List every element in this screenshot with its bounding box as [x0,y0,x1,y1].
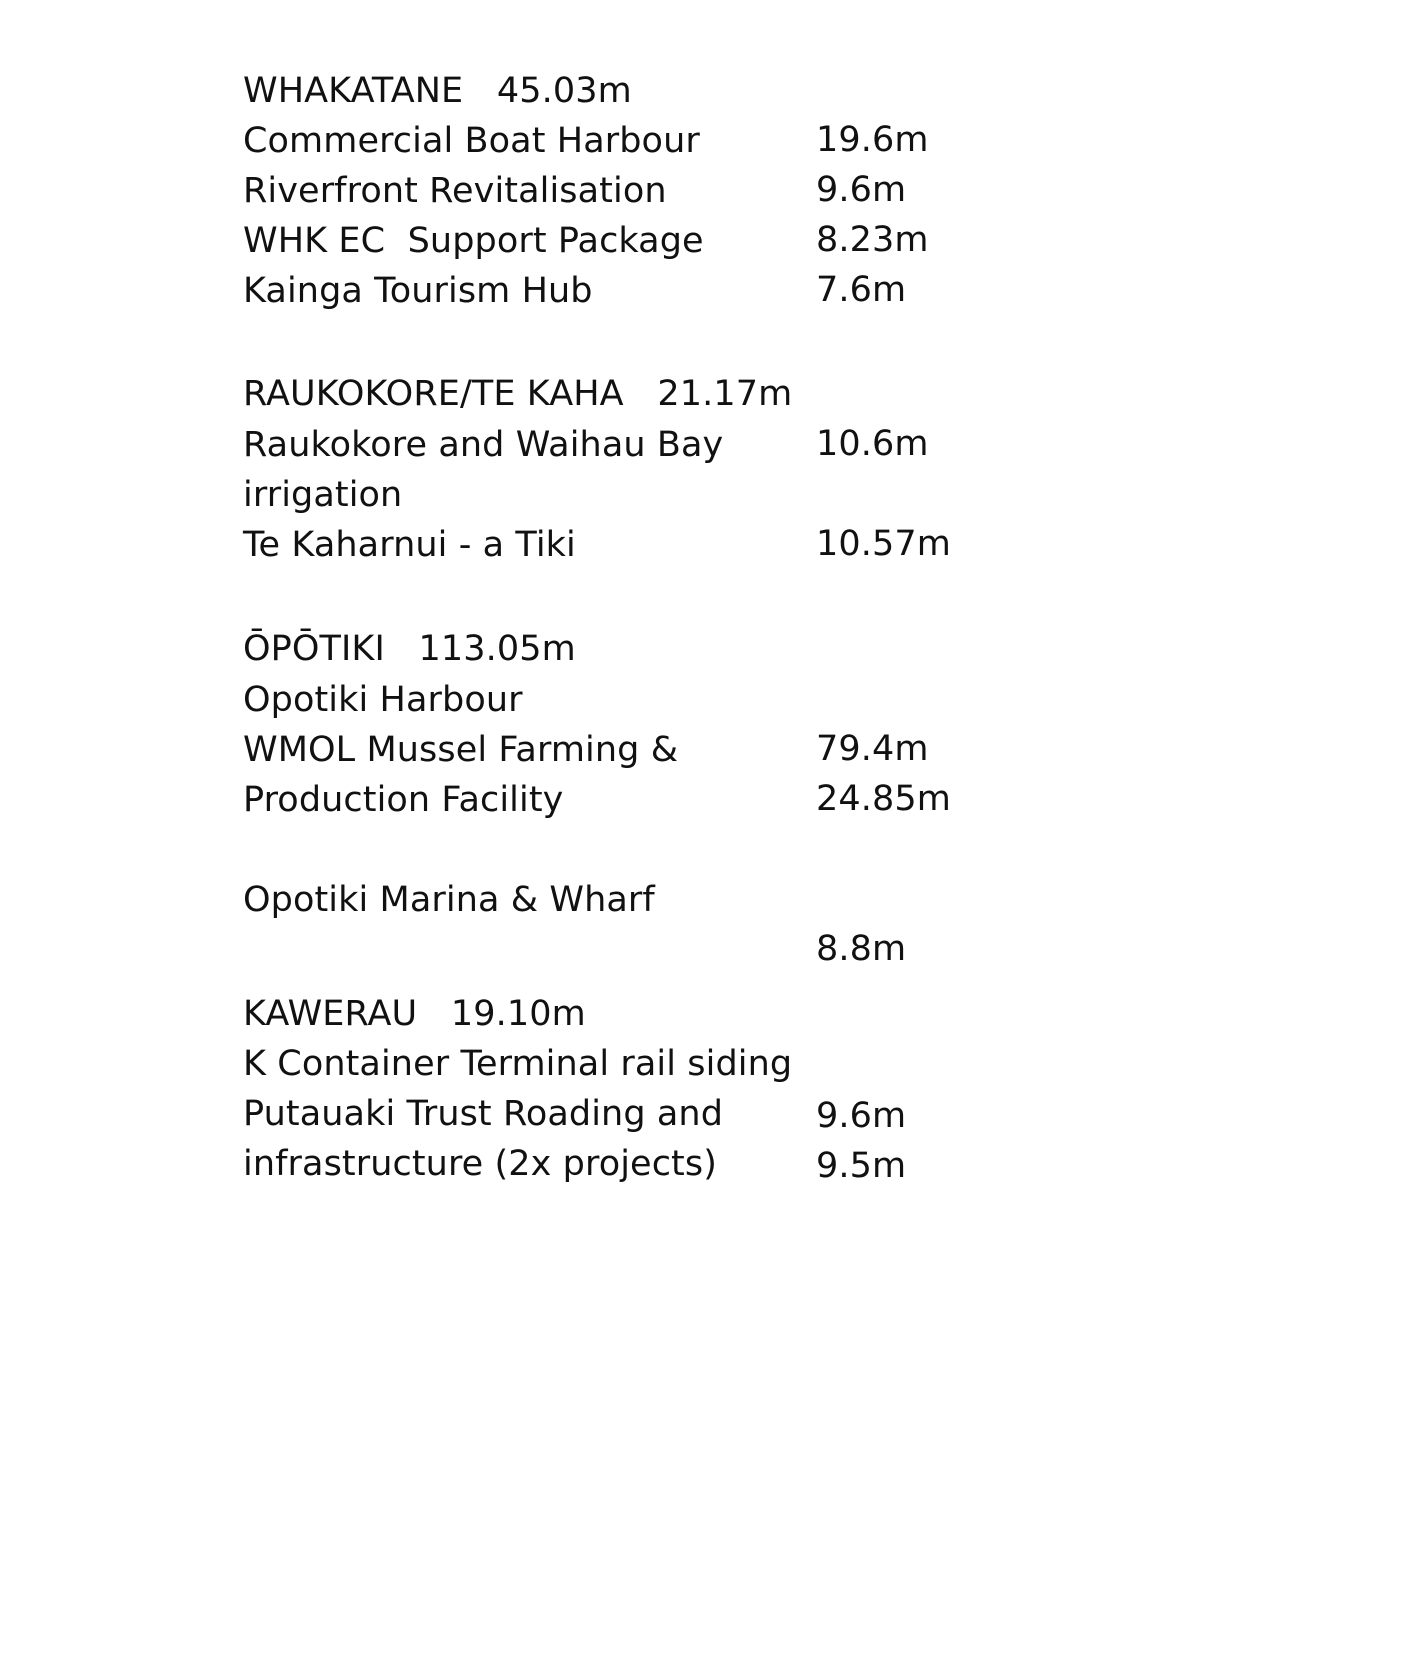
project-label-kainga-tourism-hub: Kainga Tourism Hub [243,271,593,311]
project-value-kawerau-1: 9.6m [816,1096,907,1136]
project-label-wmol-line1: WMOL Mussel Farming & [243,730,679,770]
project-label-k-container-terminal: K Container Terminal rail siding [243,1044,793,1084]
project-label-putauaki-line2: infrastructure (2x projects) [243,1144,717,1184]
project-value-te-kaharnui-a-tiki: 10.57m [816,524,951,564]
project-value-opotiki-2: 24.85m [816,779,951,819]
project-value-commercial-boat-harbour: 19.6m [816,120,929,160]
section-heading-kawerau: KAWERAU 19.10m [243,994,586,1034]
project-label-putauaki-line1: Putauaki Trust Roading and [243,1094,724,1134]
project-label-opotiki-harbour: Opotiki Harbour [243,680,523,720]
project-value-raukokore-waihau: 10.6m [816,424,929,464]
project-label-wmol-line2: Production Facility [243,780,564,820]
project-label-commercial-boat-harbour: Commercial Boat Harbour [243,121,700,161]
project-label-raukokore-waihau-line2: irrigation [243,475,403,515]
project-value-opotiki-marina-wharf: 8.8m [816,929,907,969]
section-heading-opotiki: ŌPŌTIKI 113.05m [243,629,576,669]
project-value-whk-ec-support-package: 8.23m [816,220,929,260]
project-value-opotiki-1: 79.4m [816,729,929,769]
project-label-te-kaharnui-a-tiki: Te Kaharnui - a Tiki [243,525,576,565]
project-value-kawerau-2: 9.5m [816,1146,907,1186]
project-value-kainga-tourism-hub: 7.6m [816,270,907,310]
project-value-riverfront-revitalisation: 9.6m [816,170,907,210]
project-label-raukokore-waihau-line1: Raukokore and Waihau Bay [243,425,724,465]
project-label-riverfront-revitalisation: Riverfront Revitalisation [243,171,667,211]
project-label-opotiki-marina-wharf: Opotiki Marina & Wharf [243,880,655,920]
project-label-whk-ec-support-package: WHK EC Support Package [243,221,704,261]
section-heading-raukokore-te-kaha: RAUKOKORE/TE KAHA 21.17m [243,374,793,414]
section-heading-whakatane: WHAKATANE 45.03m [243,71,632,111]
